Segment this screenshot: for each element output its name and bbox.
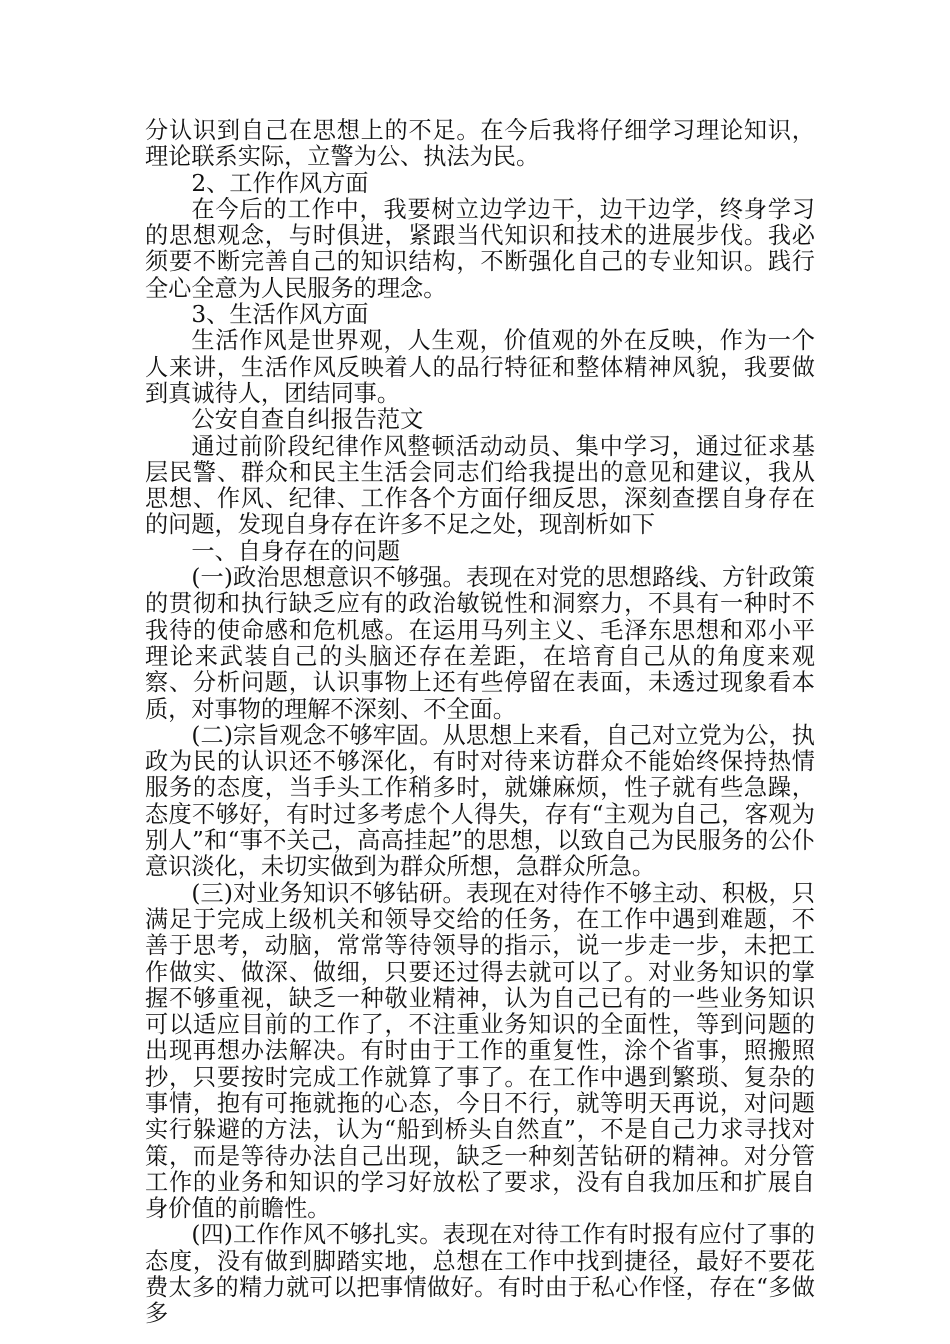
paragraph-intro: 通过前阶段纪律作风整顿活动动员、集中学习，通过征求基层民警、群众和民主生活会同志们给我提出的意见和建议，我从思想、作风、纪律、工作各个方面仔细反思，深刻查摆自身存在的问题，发现自身存在许多不足之处，现剖析如下 (145, 432, 815, 539)
heading-problems: 一、自身存在的问题 (191, 537, 401, 565)
paragraph-problem-3: (三)对业务知识不够钻研。表现在对待作不够主动、积极，只满足于完成上级机关和领导交给的任务，在工作中遇到难题，不善于思考，动脑，常常等待领导的指示，说一步走一步，未把工作做实、做深、做细，只要还过得去就可以了。对业务知识的掌握不够重视，缺乏一种敬业精神，认为自己已有的一些业务知识可以适应目前的工作了，不注重业务知识的全面性，等到问题的出现再想办法解决。有时由于工作的重复性，涂个省事，照搬照抄，只要按时完成工作就算了事了。在工作中遇到繁琐、复杂的事情，抱有可拖就拖的心态，今日不行，就等明天再说，对问题实行躲避的方法，认为“船到桥头自然直”，不是自己力求寻找对策，而是等待办法自己出现，缺乏一种刻苦钻研的精神。对分管工作的业务和知识的学习好放松了要求，没有自我加压和扩展自身价值的前瞻性。 (145, 879, 815, 1223)
document-body (145, 118, 815, 1328)
section-title: 公安自查自纠报告范文 (191, 406, 424, 434)
paragraph-problem-1: (一)政治思想意识不够强。表现在对党的思想路线、方针政策的贯彻和执行缺乏应有的政治敏锐性和洞察力，不具有一种时不我待的使命感和危机感。在运用马列主义、毛泽东思想和邓小平理论来武装自己的头脑还存在差距，在培育自己从的角度来观察、分析问题，认识事物上还有些停留在表面，未透过现象看本质，对事物的理解不深刻、不全面。 (145, 564, 815, 723)
paragraph-problem-2: (二)宗旨观念不够牢固。从思想上来看，自己对立党为公，执政为民的认识还不够深化，有时对待来访群众不能始终保持热情服务的态度，当手头工作稍多时，就嫌麻烦，性子就有些急躁，态度不够好，有时过多考虑个人得失，存有“主观为自己，客观为别人”和“事不关己，高高挂起”的思想，以致自己为民服务的公仆意识淡化，未切实做到为群众所想，急群众所急。 (145, 721, 815, 881)
paragraph-problem-4: (四)工作作风不够扎实。表现在对待工作有时报有应付了事的态度，没有做到脚踏实地，总想在工作中找到捷径，最好不要花费太多的精力就可以把事情做好。有时由于私心作怪，存在“多做多 (145, 1221, 815, 1328)
paragraph-1: 分认识到自己在思想上的不足。在今后我将仔细学习理论知识，理论联系实际，立警为公、执法为民。 (145, 117, 815, 171)
heading-work-style: 2、工作作风方面 (191, 169, 369, 197)
heading-life-style: 3、生活作风方面 (191, 301, 369, 329)
paragraph-work-style: 在今后的工作中，我要树立边学边干，边干边学，终身学习的思想观念，与时俱进，紧跟当代知识和技术的进展步伐。我必须要不断完善自己的知识结构，不断强化自己的专业知识。践行全心全意为人民服务的理念。 (145, 195, 815, 302)
paragraph-life-style: 生活作风是世界观，人生观，价值观的外在反映，作为一个人来讲，生活作风反映着人的品行特征和整体精神风貌，我要做到真诚待人，团结同事。 (145, 327, 815, 407)
